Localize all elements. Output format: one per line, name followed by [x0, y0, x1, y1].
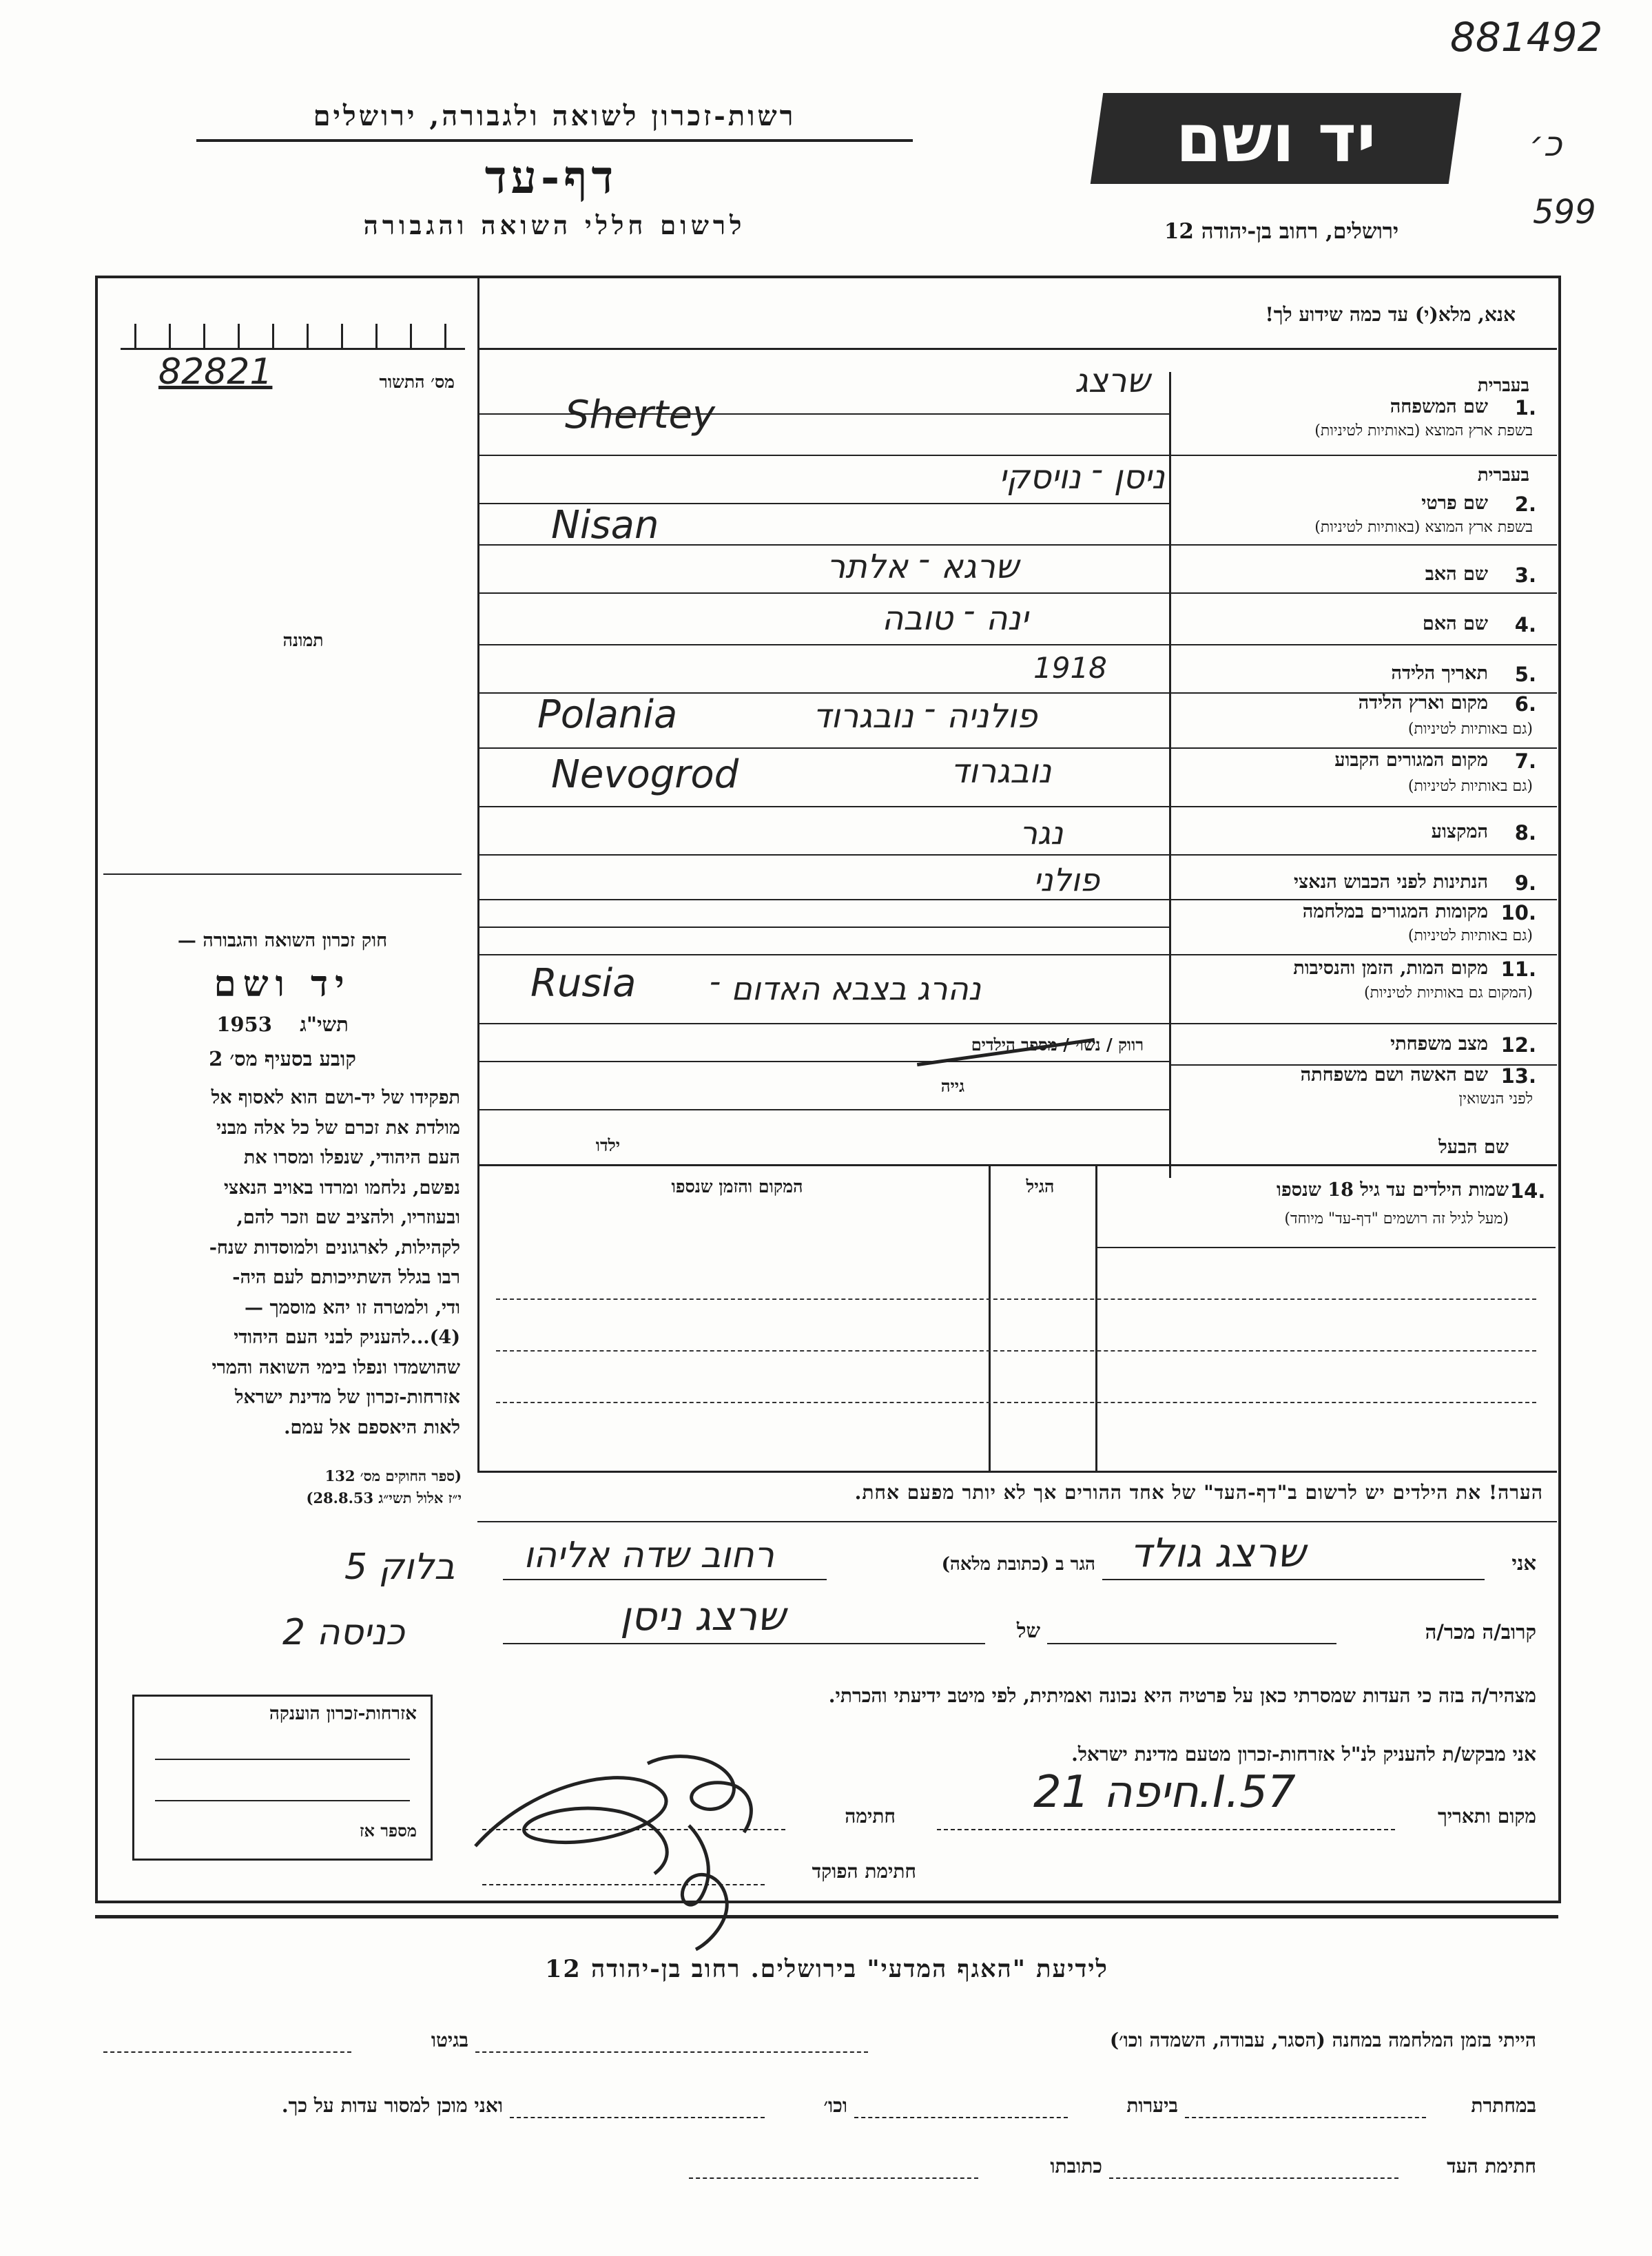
footer-line3-b: כתובתו	[1050, 2155, 1102, 2177]
field-sublabel: (גם באותיות לטיניות)	[1407, 721, 1533, 738]
field-row-separator	[1169, 1023, 1557, 1024]
law-text-line: מולדת את זכרם של כל אלה מבני	[216, 1117, 460, 1139]
address-extra-1: בלוק 5	[344, 1546, 455, 1588]
field-value-line	[477, 1061, 1169, 1062]
officer-label: חתימת הפוקד	[812, 1860, 916, 1883]
footer-line2-b: ביערות	[1126, 2094, 1178, 2117]
citizenship-box	[132, 1695, 433, 1861]
footer-line1-b: בגיטו	[431, 2029, 468, 2051]
field-number: 6.	[1514, 692, 1536, 716]
logo-text: יד ושם	[1175, 100, 1376, 177]
field-value-hebrew: שרגא ־ אלתר	[827, 548, 1019, 586]
address-value: רחוב שדה אליהו	[524, 1535, 774, 1576]
field-value-hebrew: נגר	[1020, 814, 1064, 851]
intro-divider	[477, 348, 1557, 350]
marital-options: רווק / נשוי / מספר הילדים	[971, 1035, 1144, 1055]
cert-number-label: מספר אז	[359, 1821, 417, 1841]
children-col-age: הגיל	[1026, 1177, 1055, 1197]
law-section: קובע בסעיף מס׳ 2	[209, 1047, 356, 1070]
law-text-line: (4)...להעניק לבני העם היהודי	[234, 1327, 460, 1348]
field-value-line	[477, 747, 1169, 749]
officer-line	[482, 1884, 765, 1885]
law-text-line: ובעוזריו, ולהציב שם וזכר להם,	[236, 1207, 460, 1228]
footer-line3-a: חתימת העד	[1447, 2155, 1536, 2177]
field-value-line	[477, 899, 1169, 900]
husband-tag: ילדו	[595, 1135, 620, 1155]
address: ירושלים, רחוב בן-יהודה 12	[1164, 219, 1399, 244]
field-label: מקום וארץ הלידה	[1358, 692, 1488, 714]
field-value-hebrew: ניסן ־ נויסקי	[999, 458, 1165, 497]
declarant-name: שרצג גולד	[1130, 1529, 1305, 1576]
field-label: מצב משפחתי	[1390, 1033, 1488, 1055]
field-value-line	[477, 954, 1169, 955]
form-subtitle: לרשום חללי השואה והגבורה	[363, 210, 746, 240]
field-number: 3.	[1514, 563, 1536, 587]
cert-title: אזרחות-זכרון הוענקה	[269, 1704, 417, 1724]
law-year-heb: תשי"ג	[300, 1013, 349, 1036]
field-value-latin: Shertey	[565, 393, 716, 437]
husband-label: שם הבעל	[1438, 1137, 1509, 1158]
wife-tag: גייה	[940, 1076, 964, 1096]
field-label: שם האשה ושם משפחתה	[1300, 1064, 1488, 1086]
decl-address-label: הגר ב (כתובת מלאה)	[941, 1554, 1095, 1575]
children-row	[496, 1402, 1536, 1403]
field-sublabel: (המקום גם באותיות לטיניות)	[1364, 984, 1533, 1002]
register-label: מס׳ התשור	[379, 372, 455, 392]
law-title: חוק זכרון השואה והגבורה —	[177, 930, 388, 951]
org-underline	[196, 139, 913, 142]
field-value-line	[477, 544, 1169, 546]
law-text-line: נפשם, נלחמו ומרדו באויב הנאצי	[223, 1177, 460, 1199]
field-row-separator	[1169, 806, 1557, 807]
yad-vashem-logo	[1091, 93, 1462, 184]
field-sublabel: בשפת ארץ המוצא (באותיות לטיניות)	[1314, 519, 1533, 536]
field-value-latin: Nevogrod	[551, 752, 739, 797]
footer-title: לידיעת "האגף המדעי" בירושלים. רחוב בן-יהודה 12	[545, 1955, 1108, 1983]
signature-scribble	[455, 1736, 778, 1956]
field-number: 5.	[1514, 663, 1536, 686]
field-label: שם האם	[1422, 613, 1488, 634]
field-number: 2.	[1514, 493, 1536, 516]
field-number: 13.	[1500, 1064, 1536, 1088]
margin-note-2: 599	[1533, 193, 1596, 231]
field-number: 9.	[1514, 871, 1536, 895]
footer-line1-blank-2	[103, 2051, 351, 2053]
footer-line2-a: במחתרת	[1471, 2094, 1536, 2117]
note-top	[477, 1471, 1557, 1473]
field-sublabel: לפני הנשואין	[1458, 1090, 1533, 1108]
field-number: 8.	[1514, 821, 1536, 845]
field-row-separator	[1169, 455, 1557, 456]
place-date-value: חיפה 21.I.57	[1033, 1767, 1296, 1818]
field-lang-tag: בעברית	[1477, 465, 1529, 486]
footer-line3-blank-1	[1109, 2177, 1398, 2179]
children-header-line	[1095, 1247, 1556, 1248]
law-text-line: שהושמדו ונפלו בימי השואה והמרי	[211, 1356, 460, 1378]
field-row-separator	[1169, 899, 1557, 900]
children-sub: (מעל לגיל זה רושמים "דף-עד" מיוחד)	[1284, 1210, 1509, 1228]
decl-relation-label: קרוב/ה מכר/ה	[1425, 1620, 1536, 1644]
children-label: שמות הילדים עד גיל 18 שנספו	[1277, 1179, 1509, 1201]
children-num: 14.	[1510, 1179, 1546, 1203]
law-text-line: לאות היאספם אל עמם.	[284, 1416, 460, 1438]
children-row	[496, 1298, 1536, 1300]
children-top	[477, 1164, 1557, 1166]
law-text	[102, 1083, 460, 1442]
field-row-separator	[1169, 854, 1557, 856]
place-date-line	[937, 1829, 1395, 1830]
field-value-latin: Nisan	[551, 503, 659, 548]
law-ref-2: י״ז אלול תשי״ג 28.8.53)	[306, 1489, 462, 1507]
field-label: שם האב	[1425, 563, 1488, 585]
field-row-separator	[1169, 644, 1557, 645]
field-value-latin: Rusia	[530, 961, 637, 1006]
field-number: 7.	[1514, 749, 1536, 773]
note-bottom	[477, 1521, 1557, 1522]
law-name: יד ושם	[214, 963, 351, 1005]
children-row	[496, 1350, 1536, 1352]
field-sublabel: בשפת ארץ המוצא (באותיות לטיניות)	[1314, 422, 1533, 439]
field-value-line	[477, 854, 1169, 856]
field-row-separator	[1169, 592, 1557, 594]
footer-rule	[95, 1915, 1558, 1918]
field-label-divider	[1169, 372, 1171, 1178]
field-value-hebrew: ינה ־ טובה	[882, 599, 1029, 638]
field-sublabel: (גם באותיות לטיניות)	[1407, 927, 1533, 944]
field-value-line	[477, 806, 1169, 807]
address-extra-2: כניסה 2	[282, 1612, 405, 1653]
law-text-line: תפקידו של יד-ושם הוא לאסוף אל	[211, 1087, 460, 1108]
field-value-hebrew: פולניה ־ נובגרוד	[813, 697, 1037, 736]
place-date-label: מקום ותאריך	[1437, 1805, 1536, 1828]
field-value-line	[477, 644, 1169, 645]
law-text-line: לקהילות, לארגונים ולמוסדות שנח-	[209, 1236, 460, 1259]
decl-address-line	[503, 1579, 827, 1580]
field-label: המקצוע	[1431, 821, 1488, 842]
children-col-place: המקום והזמן שנספו	[671, 1177, 803, 1197]
field-number: 11.	[1500, 958, 1536, 981]
field-label: הנתינות לפני הכבוש הנאצי	[1293, 871, 1488, 893]
law-text-line: העם היהודי, שנפלו ומסרו את	[243, 1147, 460, 1168]
field-label: תאריך הלידה	[1391, 663, 1488, 684]
field-sublabel: (גם באותיות לטיניות)	[1407, 778, 1533, 795]
field-value-line	[477, 592, 1169, 594]
law-text-line: אזרחות-זכרון של מדינת ישראל	[234, 1387, 460, 1408]
decl-i-label: אני	[1511, 1551, 1536, 1575]
field-value-hebrew: פולני	[1033, 861, 1100, 898]
intro-text: אנא, מלא(י) עד כמה שידוע לך!	[1265, 303, 1516, 326]
statement-2: אני מבקש/ת להעניק לנ"ל אזרחות-זכרון מטעם מדינת ישראל.	[1071, 1743, 1536, 1766]
field-row-separator	[1169, 544, 1557, 546]
law-year-line	[103, 1013, 462, 1037]
field-value-hebrew: 1918	[1033, 651, 1107, 685]
relation-value: שרצג ניסן	[620, 1593, 786, 1639]
children-col-2	[989, 1164, 991, 1471]
signature-label: חתימה	[845, 1805, 896, 1828]
children-col-1	[1095, 1164, 1097, 1471]
field-label: שם המשפחה	[1390, 396, 1488, 417]
footer-line2-blank-2	[854, 2117, 1068, 2118]
field-label: מקום המגורים הקבוע	[1334, 749, 1488, 771]
field-number: 1.	[1514, 396, 1536, 420]
archive-number: 881492	[1450, 14, 1603, 61]
signature-stroke-1	[475, 1778, 667, 1874]
field-label: שם פרטי	[1421, 493, 1488, 514]
footer-line1-a: הייתי בזמן המלחמה במחנה (הסגר, עבודה, השמדה וכו׳)	[1109, 2029, 1536, 2051]
footer-line2-blank-1	[1185, 2117, 1426, 2118]
form-title: דף-עד	[484, 150, 618, 204]
footer-line1-blank	[475, 2051, 868, 2053]
field-number: 10.	[1500, 901, 1536, 924]
photo-label: תמונה	[282, 630, 324, 650]
field-label: מקומות המגורים במלחמה	[1302, 901, 1488, 922]
field-value-line	[477, 455, 1169, 456]
field-label: מקום המות, הזמן והנסיבות	[1293, 958, 1488, 979]
field-value-line	[477, 503, 1169, 504]
field-lang-tag: בעברית	[1477, 375, 1529, 396]
law-text-line: רבו בגלל השתייכותם לעם היה-	[232, 1267, 460, 1288]
field-number: 4.	[1514, 613, 1536, 637]
field-value-line	[477, 1109, 1169, 1110]
field-value-hebrew: נובגרוד	[951, 752, 1052, 791]
footer-line2-d: ואני מוכן למסור עדות על כך.	[281, 2094, 503, 2117]
field-value-line	[477, 927, 1169, 928]
note-text: הערה! את הילדים יש לרשום ב"דף-העד" של אחד ההורים אך לא יותר מפעם אחת.	[854, 1481, 1543, 1504]
org-line: רשות-זכרון לשואה ולגבורה, ירושלים	[313, 100, 796, 132]
footer-line2-c: וכו׳	[823, 2094, 847, 2117]
decl-of-line	[503, 1643, 985, 1644]
field-row-separator	[1169, 747, 1557, 749]
law-year: 1953	[216, 1013, 272, 1036]
footer-line3-blank-2	[689, 2177, 978, 2179]
law-ref-1: (ספר החוקים מס׳ 132	[324, 1467, 462, 1484]
register-number: 82821	[158, 351, 273, 393]
statement-1: מצהיר/ה בזה כי העדות שמסרתי כאן על פרטיה היא נכונה ואמיתית, לפי מיטב ידיעתי והכרתי.	[828, 1684, 1536, 1707]
law-text-line: ודי, ולמטרה זו יהא מוסמך —	[245, 1296, 460, 1318]
field-value-line	[477, 413, 1169, 415]
decl-name-line	[1102, 1579, 1485, 1580]
decl-of-label: של	[1016, 1619, 1040, 1642]
field-row-separator	[1169, 954, 1557, 955]
footer-line2-blank-3	[510, 2117, 765, 2118]
photo-area-bottom	[103, 873, 462, 875]
signature-stroke-3	[682, 1825, 727, 1949]
field-value-latin: Polania	[537, 692, 678, 737]
field-number: 12.	[1500, 1033, 1536, 1057]
decl-relation-line	[1047, 1643, 1336, 1644]
field-value-hebrew: שרצג	[1075, 362, 1150, 400]
margin-note-1: כ׳	[1529, 124, 1562, 164]
field-value-line	[477, 1023, 1169, 1024]
field-value-hebrew: נהרג בצבא האדום ־	[710, 970, 982, 1007]
